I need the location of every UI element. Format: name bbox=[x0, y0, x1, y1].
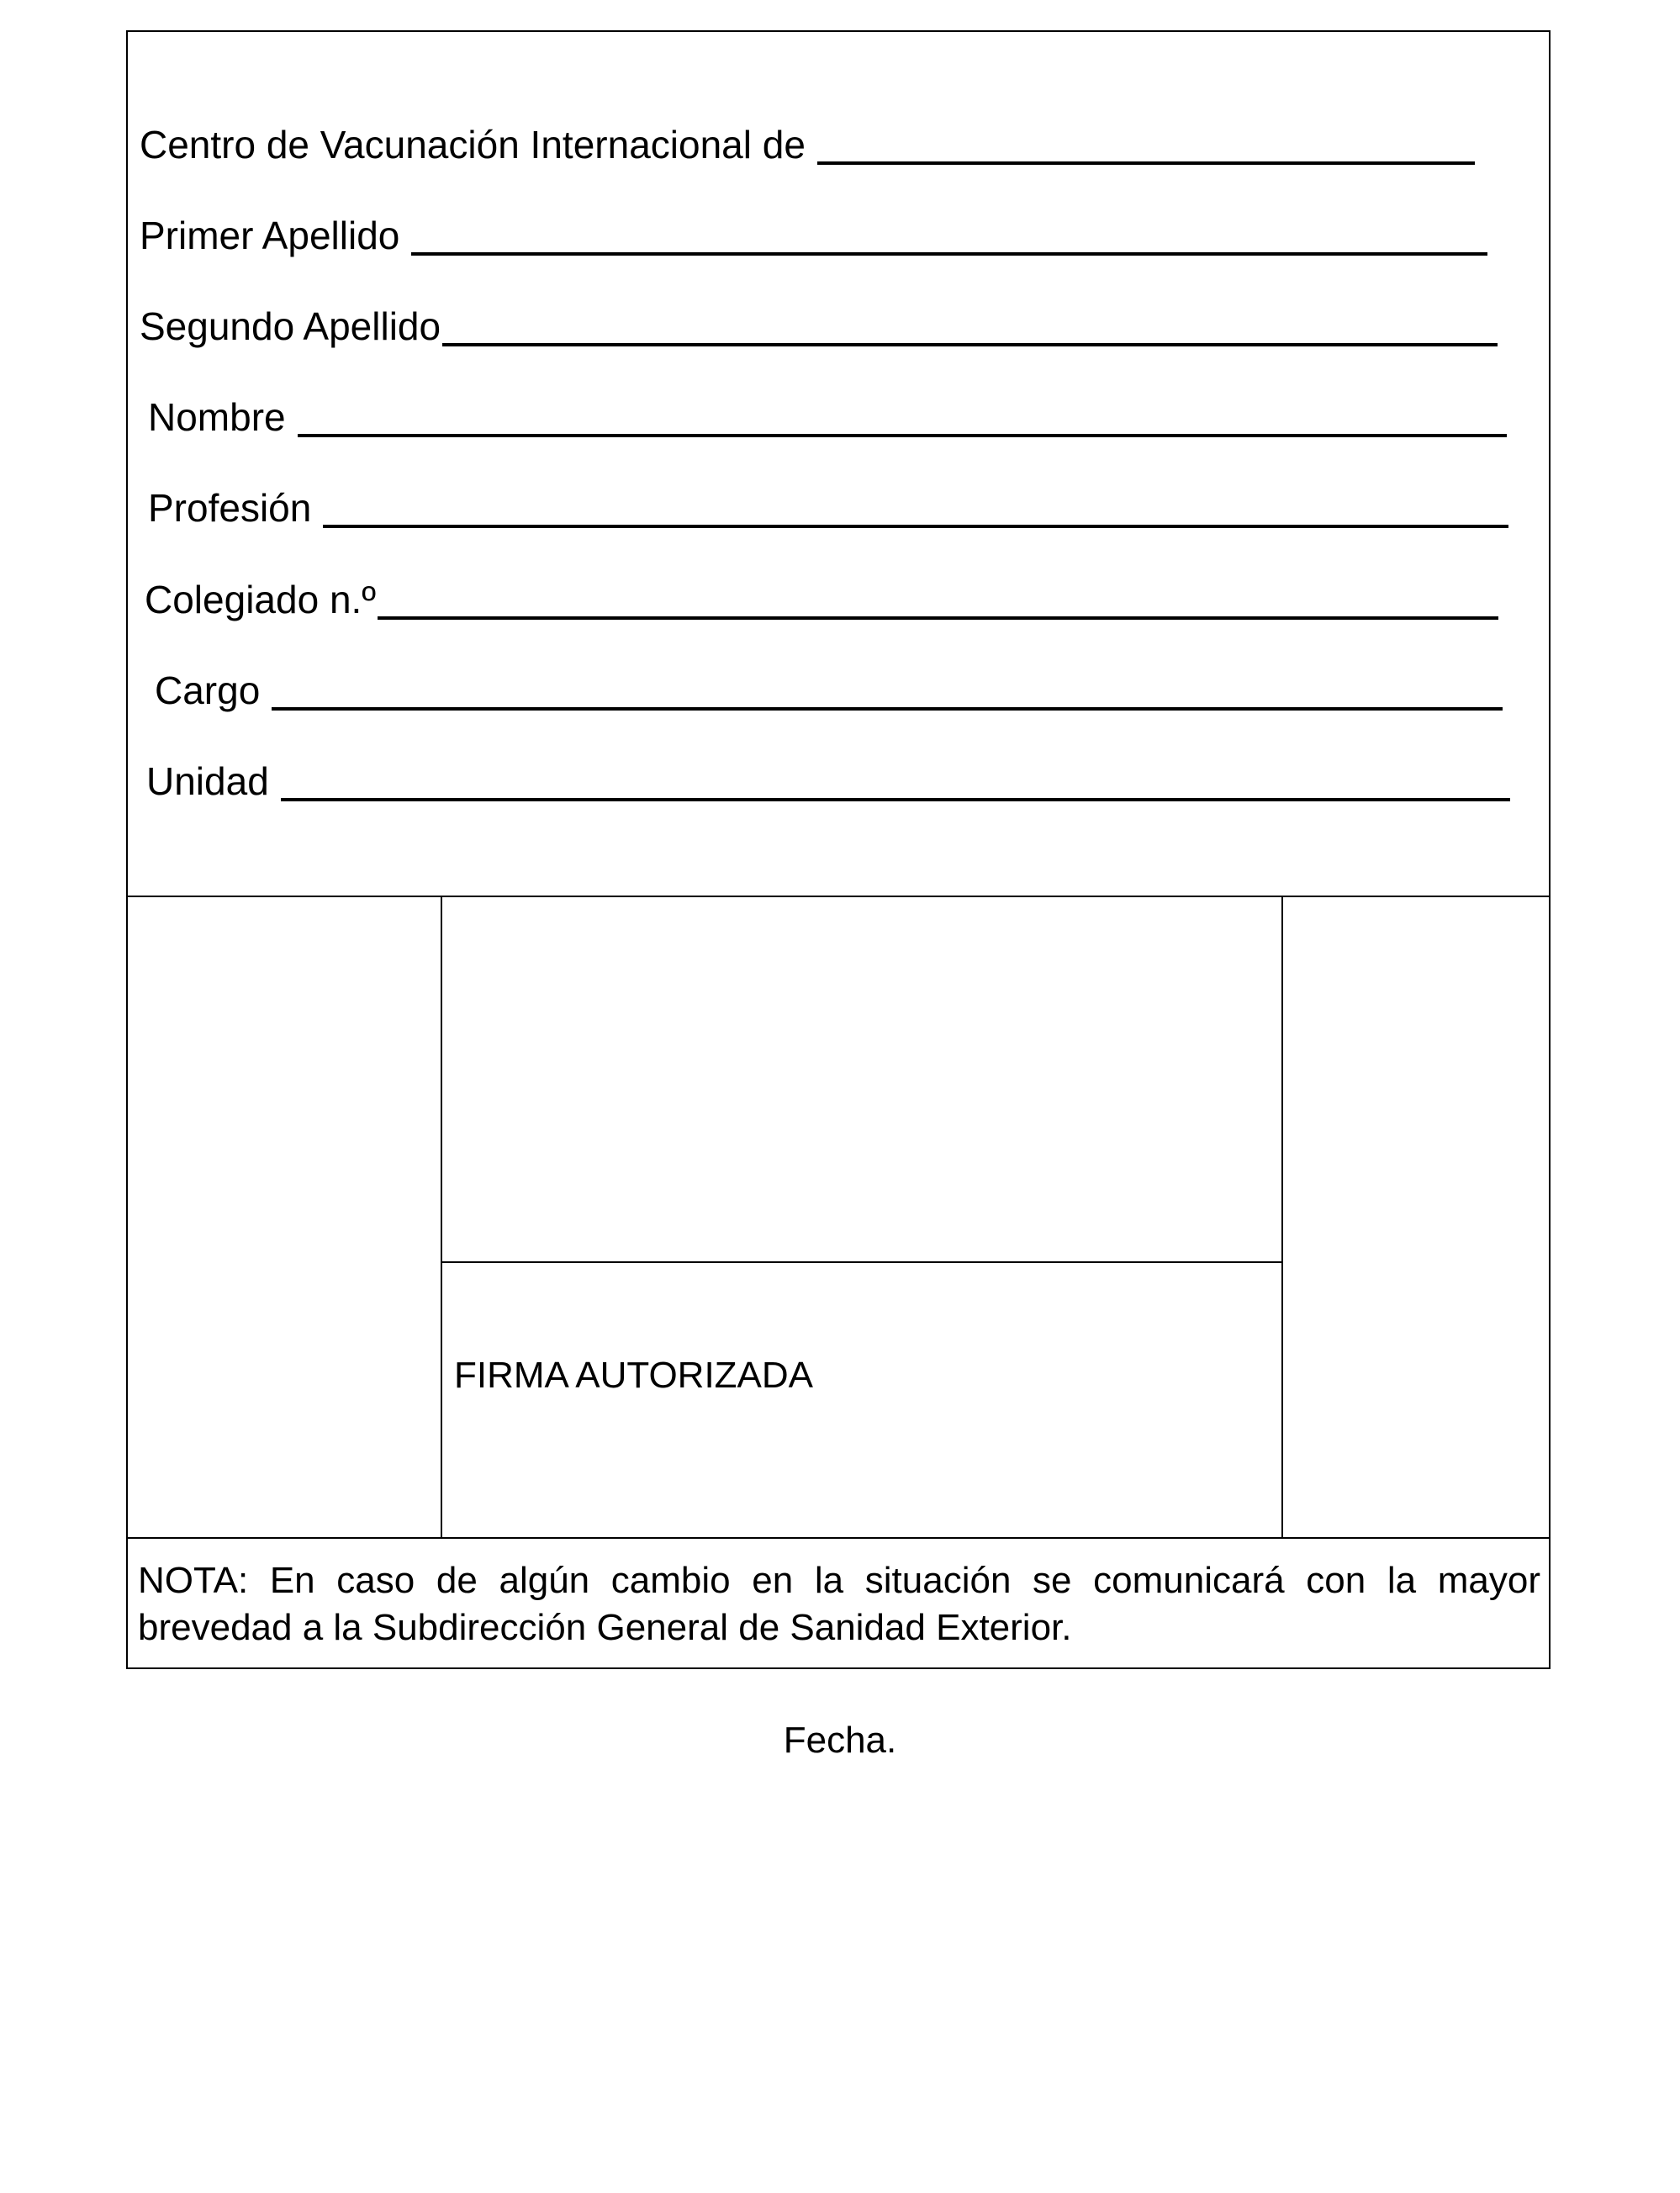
divider-signature-box bbox=[441, 1261, 1283, 1263]
form-frame bbox=[126, 30, 1551, 1669]
note-text: NOTA: En caso de algún cambio en la situación se comunicará con la mayor brevedad a la Subdirección General de Sanidad Exterior. bbox=[138, 1560, 1540, 1648]
field-label-colegiado: Colegiado n.º bbox=[145, 578, 377, 621]
field-colegiado bbox=[145, 578, 1498, 621]
field-cargo bbox=[155, 668, 1503, 712]
field-primer-apellido bbox=[140, 214, 1487, 257]
field-label-primer-apellido: Primer Apellido bbox=[140, 214, 400, 257]
input-line-segundo-apellido[interactable] bbox=[442, 343, 1498, 346]
field-centro-vacunacion bbox=[140, 123, 1475, 166]
input-line-primer-apellido[interactable] bbox=[411, 252, 1487, 256]
field-label-cargo: Cargo bbox=[155, 668, 261, 712]
signature-label: FIRMA AUTORIZADA bbox=[454, 1355, 814, 1396]
input-line-nombre[interactable] bbox=[298, 434, 1507, 437]
input-line-centro[interactable] bbox=[817, 161, 1475, 165]
field-segundo-apellido bbox=[140, 304, 1498, 348]
field-unidad bbox=[146, 759, 1510, 803]
signature-area[interactable] bbox=[442, 897, 1281, 1261]
field-label-nombre: Nombre bbox=[148, 395, 286, 439]
input-line-colegiado[interactable] bbox=[378, 616, 1498, 620]
divider-right-column bbox=[1281, 896, 1283, 1538]
field-label-profesion: Profesión bbox=[148, 486, 312, 530]
divider-note-top bbox=[126, 1537, 1551, 1539]
field-label-segundo-apellido: Segundo Apellido bbox=[140, 304, 441, 348]
date-label: Fecha. bbox=[783, 1720, 897, 1761]
field-profesion bbox=[148, 486, 1508, 530]
field-label-centro: Centro de Vacunación Internacional de bbox=[140, 123, 806, 166]
field-label-unidad: Unidad bbox=[146, 759, 269, 803]
field-nombre bbox=[148, 395, 1507, 439]
input-line-unidad[interactable] bbox=[281, 798, 1510, 801]
input-line-profesion[interactable] bbox=[323, 525, 1508, 528]
input-line-cargo[interactable] bbox=[272, 707, 1503, 711]
